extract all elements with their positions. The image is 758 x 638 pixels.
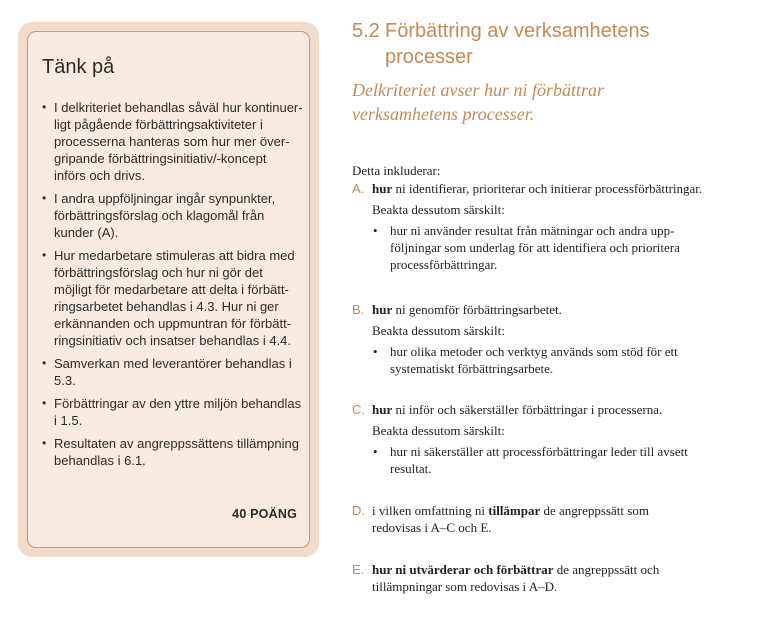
section-heading: [352, 18, 752, 70]
list-item: • I delkriteriet behandlas såväl hur kontinuer- ligt pågående förbättringsaktiviteter i processerna hanteras som hur mer över- gripande förbättringsinitiativ/-koncept införs och drivs.: [42, 100, 303, 183]
criterion-d: D. i vilken omfattning ni tillämpar de angreppssätt som redovisas i A–C och E.: [352, 503, 649, 535]
consider-box-inner: [27, 31, 310, 548]
heading-line-1: Förbättring av verksamhetens: [385, 20, 650, 42]
list-item: • I andra uppföljningar ingår synpunkter, förbättringsförslag och klagomål från kunder (A).: [42, 191, 276, 240]
lead-text: Delkriteriet avser hur ni förbättrar verksamhetens processer.: [352, 80, 604, 124]
main-content: [352, 18, 752, 594]
includes-label: Detta inkluderar:: [352, 163, 441, 178]
list-item: • hur ni använder resultat från mätningar och andra upp- följningar som underlag för att identifiera och prioritera processförbättringar.: [373, 223, 680, 272]
list-item: • Hur medarbetare stimuleras att bidra med förbättringsförslag och hur ni gör det möjligt för medarbetare att delta i förbätt- ringsarbetet behandlas i 4.3. Hur ni ger erkännanden och uppmuntran för förbätt- ringsinitiativ och insatser behandlas i 4.4.: [42, 248, 295, 348]
section-number: 5.2: [352, 20, 380, 42]
consider-note: Beakta dessutom särskilt:: [372, 323, 505, 338]
heading-line-2: processer: [385, 46, 473, 68]
list-item: • hur ni säkerställer att processförbättringar leder till avsett resultat.: [373, 444, 688, 476]
criterion-letter: A.: [352, 181, 365, 196]
list-item: • hur olika metoder och verktyg används som stöd för ett systematiskt förbättringsarbete.: [373, 344, 678, 376]
consider-note: Beakta dessutom särskilt:: [372, 423, 505, 438]
points-label: 40 POÄNG: [232, 507, 297, 521]
criterion-letter: C.: [352, 402, 365, 417]
bullet-icon: •: [42, 248, 47, 262]
bullet-icon: •: [42, 100, 47, 114]
consider-title: Tänk på: [42, 56, 115, 78]
criterion-a: A. hur ni identifierar, prioriterar och initierar processförbättringar. Beakta dessutom särskilt: • hur ni använder resultat från mätningar och andra upp- följningar som underlag för att identifiera och prioritera processförbättringar.: [352, 180, 752, 273]
criterion-c: C. hur ni inför och säkerställer förbättringar i processerna. Beakta dessutom särskilt: • hur ni säkerställer att processförbättringar leder till avsett resultat.: [352, 401, 752, 477]
list-item: • Samverkan med leverantörer behandlas i 5.3.: [42, 356, 292, 388]
criterion-letter: D.: [352, 503, 365, 518]
criterion-letter: E.: [352, 562, 365, 577]
bullet-icon: •: [42, 356, 47, 370]
consider-list: [42, 99, 303, 469]
criterion-b: B. hur ni genomför förbättringsarbetet. Beakta dessutom särskilt: • hur olika metoder och verktyg används som stöd för ett systematiskt förbättringsarbete.: [352, 301, 752, 377]
bullet-icon: •: [373, 344, 378, 359]
bullet-icon: •: [42, 191, 47, 205]
criterion-e: E. hur ni utvärderar och förbättrar de angreppssätt och tillämpningar som redovisas i A–D.: [352, 562, 660, 594]
bullet-icon: •: [42, 436, 47, 450]
list-item: • Förbättringar av den yttre miljön behandlas i 1.5.: [42, 396, 302, 428]
bullet-icon: •: [42, 396, 47, 410]
consider-note: Beakta dessutom särskilt:: [372, 202, 505, 217]
bullet-icon: •: [373, 223, 378, 238]
criterion-letter: B.: [352, 302, 365, 317]
list-item: • Resultaten av angreppssättens tillämpning behandlas i 6.1.: [42, 436, 299, 468]
bullet-icon: •: [373, 444, 378, 459]
consider-box: [18, 22, 319, 557]
